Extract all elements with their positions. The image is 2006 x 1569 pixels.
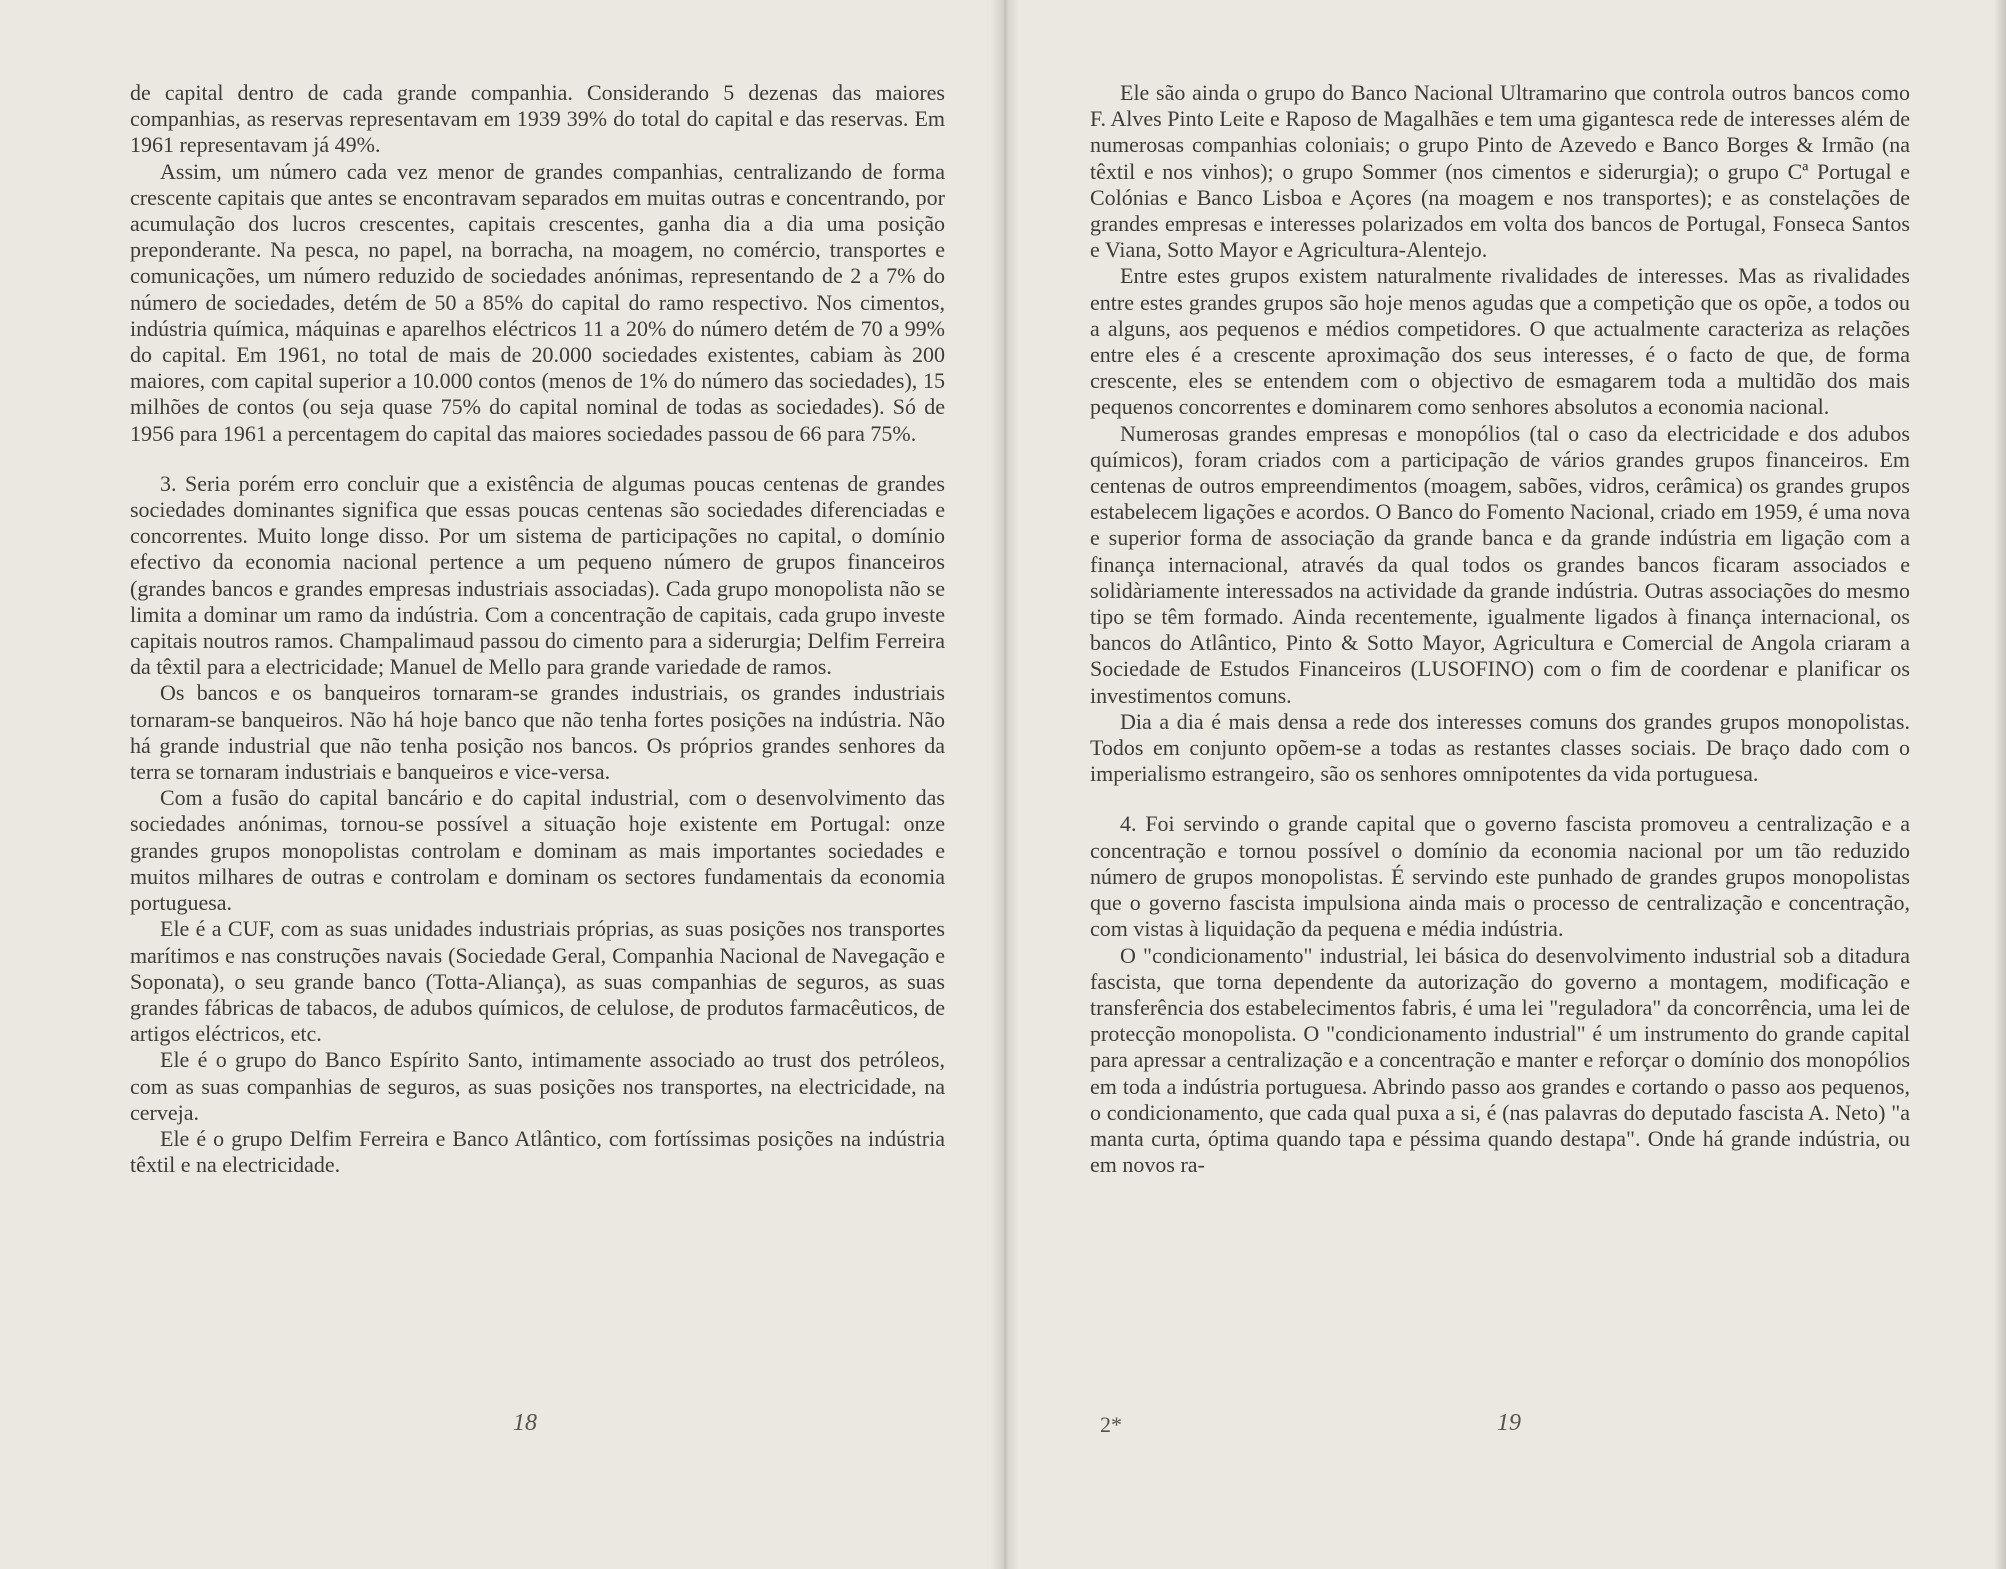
paragraph: 3. Seria porém erro concluir que a existência de algumas poucas centenas de grandes sociedades dominantes significa que essas poucas centenas são sociedades diferenciadas e concorrentes. Muito longe disso. Por um sistema de participações no capital, o domínio efectivo da economia nacional pertence a um pequeno número de grupos financeiros (grandes bancos e grandes empresas industriais associadas). Cada grupo monopolista não se limita a dominar um ramo da indústria. Com a concentração de capitais, cada grupo investe capitais noutros ramos. Champalimaud passou do cimento para a siderurgia; Delfim Ferreira da têxtil para a electricidade; Manuel de Mello para grande variedade de ramos. xyxy=(130,470,945,680)
page-edge xyxy=(1994,0,2006,1569)
paragraph: Os bancos e os banqueiros tornaram-se grandes industriais, os grandes industriais tornaram-se banqueiros. Não há hoje banco que não tenha fortes posições na indústria. Não há grande industrial que não tenha posição nos bancos. Os próprios grandes senhores da terra se tornaram industriais e banqueiros e vice-versa. xyxy=(130,680,945,785)
right-page xyxy=(1003,0,2006,1569)
paragraph: 4. Foi servindo o grande capital que o governo fascista promoveu a centralização e a concentração e tornou possível o domínio da economia nacional por um tão reduzido número de grupos monopolistas. É servindo este punhado de grandes grupos monopolistas que o governo fascista impulsiona ainda mais o processo de centralização e concentração, com vistas à liquidação da pequena e média indústria. xyxy=(1090,811,1910,942)
paragraph: Ele é o grupo do Banco Espírito Santo, intimamente associado ao trust dos petróleos, com as suas companhias de seguros, as suas posições nos transportes, na electricidade, na cerveja. xyxy=(130,1047,945,1125)
page-number-left: 18 xyxy=(513,1410,537,1436)
page-number-right: 19 xyxy=(1497,1410,1521,1436)
right-page-text xyxy=(1090,80,1910,1178)
signature-mark: 2* xyxy=(1100,1412,1122,1437)
paragraph: Assim, um número cada vez menor de grandes companhias, centralizando de forma crescente capitais que antes se encontravam separados em muitas outras e concentrando, por acumulação dos lucros crescentes, capitais crescentes, ganha dia a dia uma posição preponderante. Na pesca, no papel, na borracha, na moagem, no comércio, transportes e comunicações, um número reduzido de sociedades anónimas, representando de 2 a 7% do número de sociedades, detém de 50 a 85% do capital do ramo respectivo. Nos cimentos, indústria química, máquinas e aparelhos eléctricos 11 a 20% do número detém de 70 a 99% do capital. Em 1961, no total de mais de 20.000 sociedades existentes, cabiam às 200 maiores, com capital superior a 10.000 contos (menos de 1% do número das sociedades), 15 milhões de contos (ou seja quase 75% do capital nominal de todas as sociedades). Só de 1956 para 1961 a percentagem do capital das maiores sociedades passou de 66 para 75%. xyxy=(130,158,945,446)
paragraph: Com a fusão do capital bancário e do capital industrial, com o desenvolvimento das sociedades anónimas, tornou-se possível a situação hoje existente em Portugal: onze grandes grupos monopolistas controlam e dominam as mais importantes sociedades e muitos milhares de outras e controlam e dominam os sectores fundamentais da economia portuguesa. xyxy=(130,785,945,916)
gutter-shadow xyxy=(990,0,1020,1569)
paragraph: Numerosas grandes empresas e monopólios (tal o caso da electricidade e dos adubos químicos), foram criados com a participação de vários grandes grupos financeiros. Em centenas de outros empreendimentos (moagem, sabões, vidros, cerâmica) os grandes grupos estabelecem ligações e acordos. O Banco do Fomento Nacional, criado em 1959, é uma nova e superior forma de associação da grande banca e da grande indústria em ligação com a finança internacional, através da qual todos os grandes bancos ficaram associados e solidàriamente interessados na actividade da grande indústria. Outras associações do mesmo tipo se têm formado. Ainda recentemente, igualmente ligados à finança internacional, os bancos do Atlântico, Pinto & Sotto Mayor, Agricultura e Comercial de Angola criaram a Sociedade de Estudos Financeiros (LUSOFINO) com o fim de coordenar e planificar os investimentos comuns. xyxy=(1090,420,1910,708)
paragraph: Dia a dia é mais densa a rede dos interesses comuns dos grandes grupos monopolistas. Todos em conjunto opõem-se a todas as restantes classes sociais. De braço dado com o imperialismo estrangeiro, são os senhores omnipotentes da vida portuguesa. xyxy=(1090,708,1910,787)
paragraph: Ele são ainda o grupo do Banco Nacional Ultramarino que controla outros bancos como F. Alves Pinto Leite e Raposo de Magalhães e tem uma gigantesca rede de interesses além de numerosas companhias coloniais; o grupo Pinto de Azevedo e Banco Borges & Irmão (na têxtil e nos vinhos); o grupo Sommer (nos cimentos e siderurgia); o grupo Cª Portugal e Colónias e Banco Lisboa e Açores (na moagem e nos transportes); e as constelações de grandes empresas e interesses polarizados em volta dos bancos de Portugal, Fonseca Santos e Viana, Sotto Mayor e Agricultura-Alentejo. xyxy=(1090,80,1910,263)
left-page-text xyxy=(130,80,945,1178)
paragraph: Ele é a CUF, com as suas unidades industriais próprias, as suas posições nos transportes marítimos e nas construções navais (Sociedade Geral, Companhia Nacional de Navegação e Soponata), o seu grande banco (Totta-Aliança), as suas companhias de seguros, as suas grandes fábricas de tabacos, de adubos químicos, de celulose, de produtos farmacêuticos, de artigos eléctricos, etc. xyxy=(130,916,945,1047)
paragraph: Entre estes grupos existem naturalmente rivalidades de interesses. Mas as rivalidades entre estes grandes grupos são hoje menos agudas que a competição que os opõe, a todos ou a alguns, aos pequenos e médios competidores. O que actualmente caracteriza as relações entre eles é a crescente aproximação dos seus interesses, é o facto de que, de forma crescente, eles se entendem com o objectivo de esmagarem toda a multidão dos mais pequenos concorrentes e dominarem como senhores absolutos a economia nacional. xyxy=(1090,263,1910,420)
paragraph: O "condicionamento" industrial, lei básica do desenvolvimento industrial sob a ditadura fascista, que torna dependente da autorização do governo a montagem, modificação e transferência dos estabelecimentos fabris, é uma lei "reguladora" da concorrência, uma lei de protecção monopolista. O "condicionamento industrial" é um instrumento do grande capital para apressar a centralização e a concentração e manter e reforçar o domínio dos monopólios em toda a indústria portuguesa. Abrindo passo aos grandes e cortando o passo aos pequenos, o condicionamento, que cada qual puxa a si, é (nas palavras do deputado fascista A. Neto) "a manta curta, óptima quando tapa e péssima quando destapa". Onde há grande indústria, ou em novos ra- xyxy=(1090,942,1910,1178)
paragraph: Ele é o grupo Delfim Ferreira e Banco Atlântico, com fortíssimas posições na indústria têxtil e na electricidade. xyxy=(130,1125,945,1178)
paragraph: de capital dentro de cada grande companhia. Considerando 5 dezenas das maiores companhias, as reservas representavam em 1939 39% do total do capital e das reservas. Em 1961 representavam já 49%. xyxy=(130,80,945,158)
